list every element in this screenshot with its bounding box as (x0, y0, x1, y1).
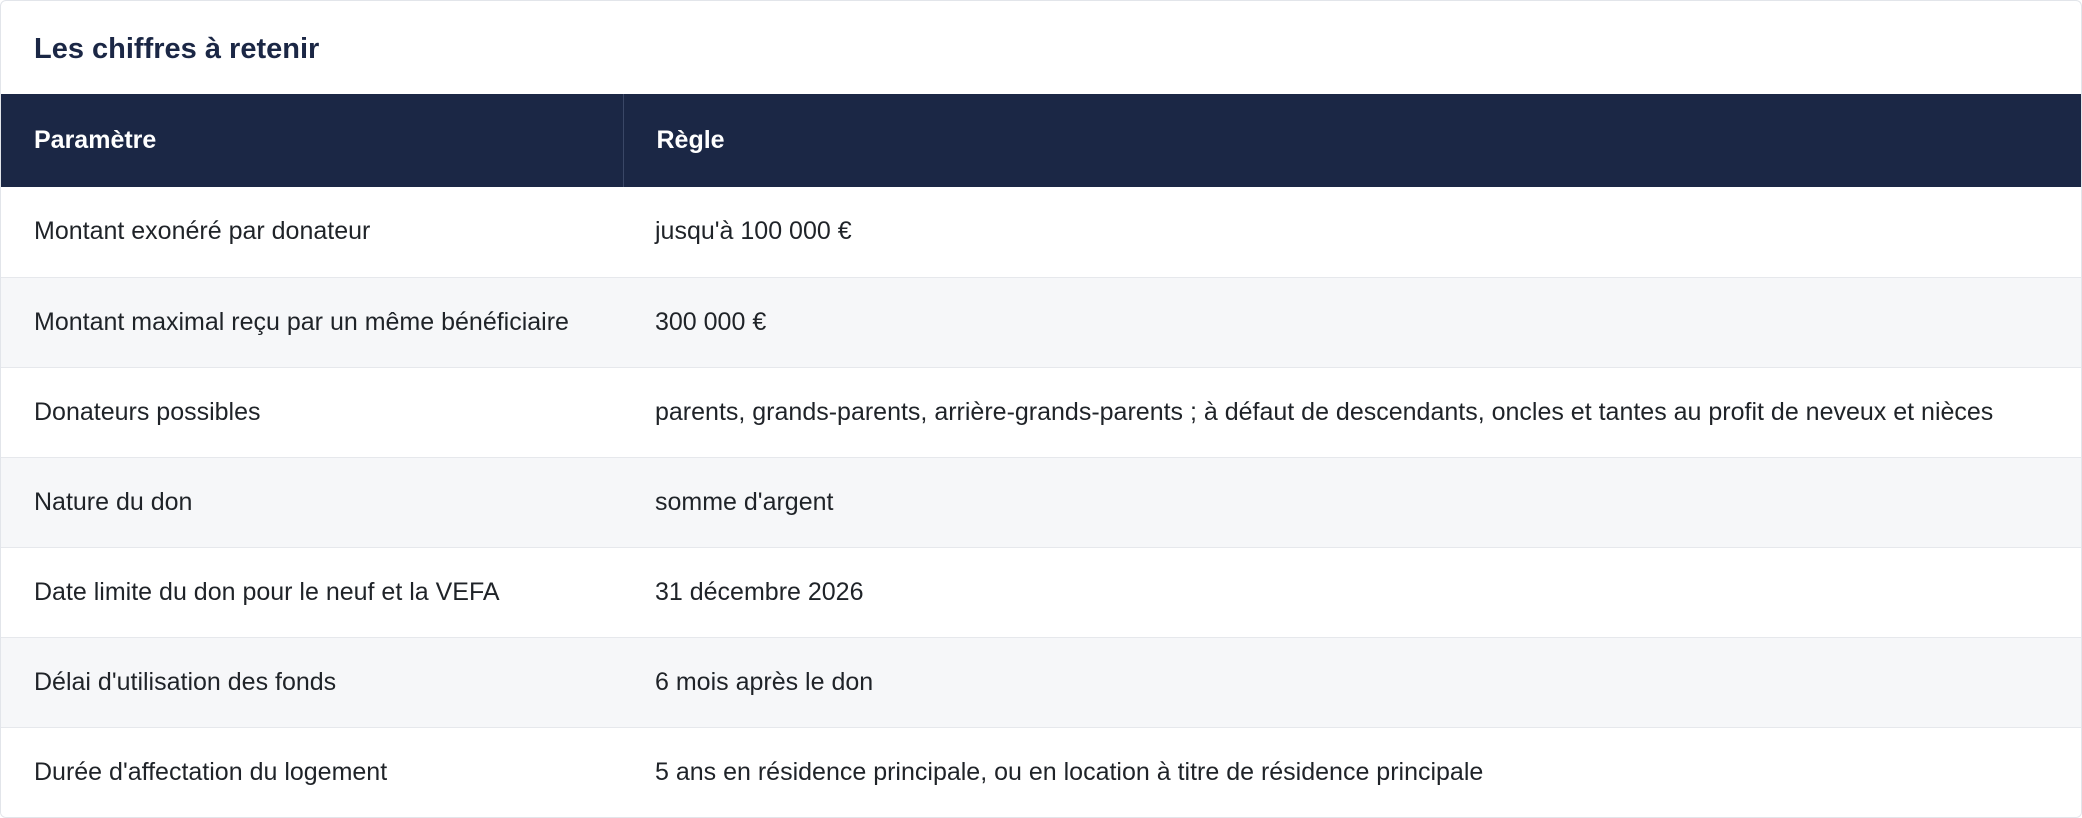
row-parameter: Délai d'utilisation des fonds (34, 667, 337, 696)
card-title: Les chiffres à retenir (34, 33, 320, 65)
row-rule: 5 ans en résidence principale, ou en location à titre de résidence principale (655, 757, 1484, 786)
column-header-parametre: Paramètre (1, 94, 623, 187)
row-rule: 300 000 € (655, 307, 767, 336)
table-body (1, 187, 2081, 817)
table-row (1, 727, 2081, 817)
table-row (1, 367, 2081, 457)
row-rule: jusqu'à 100 000 € (655, 217, 852, 246)
row-parameter: Donateurs possibles (34, 397, 261, 426)
table-row (1, 637, 2081, 727)
row-parameter: Montant exonéré par donateur (34, 217, 371, 246)
row-parameter: Montant maximal reçu par un même bénéficiaire (34, 307, 569, 336)
row-rule: somme d'argent (655, 487, 834, 516)
table-header (1, 94, 2081, 187)
key-figures-table (1, 94, 2081, 818)
row-parameter: Date limite du don pour le neuf et la VEFA (34, 577, 500, 606)
row-rule: parents, grands-parents, arrière-grands-parents ; à défaut de descendants, oncles et tantes au profit de neveux et nièces (655, 397, 1994, 426)
table-row (1, 277, 2081, 367)
column-header-regle: Règle (656, 126, 725, 154)
row-parameter: Nature du don (34, 487, 193, 516)
table-row (1, 547, 2081, 637)
row-rule: 6 mois après le don (655, 667, 874, 696)
table-row (1, 457, 2081, 547)
row-rule: 31 décembre 2026 (655, 577, 864, 606)
table-row (1, 187, 2081, 277)
table-header-row (1, 94, 2081, 187)
row-parameter: Durée d'affectation du logement (34, 757, 388, 786)
